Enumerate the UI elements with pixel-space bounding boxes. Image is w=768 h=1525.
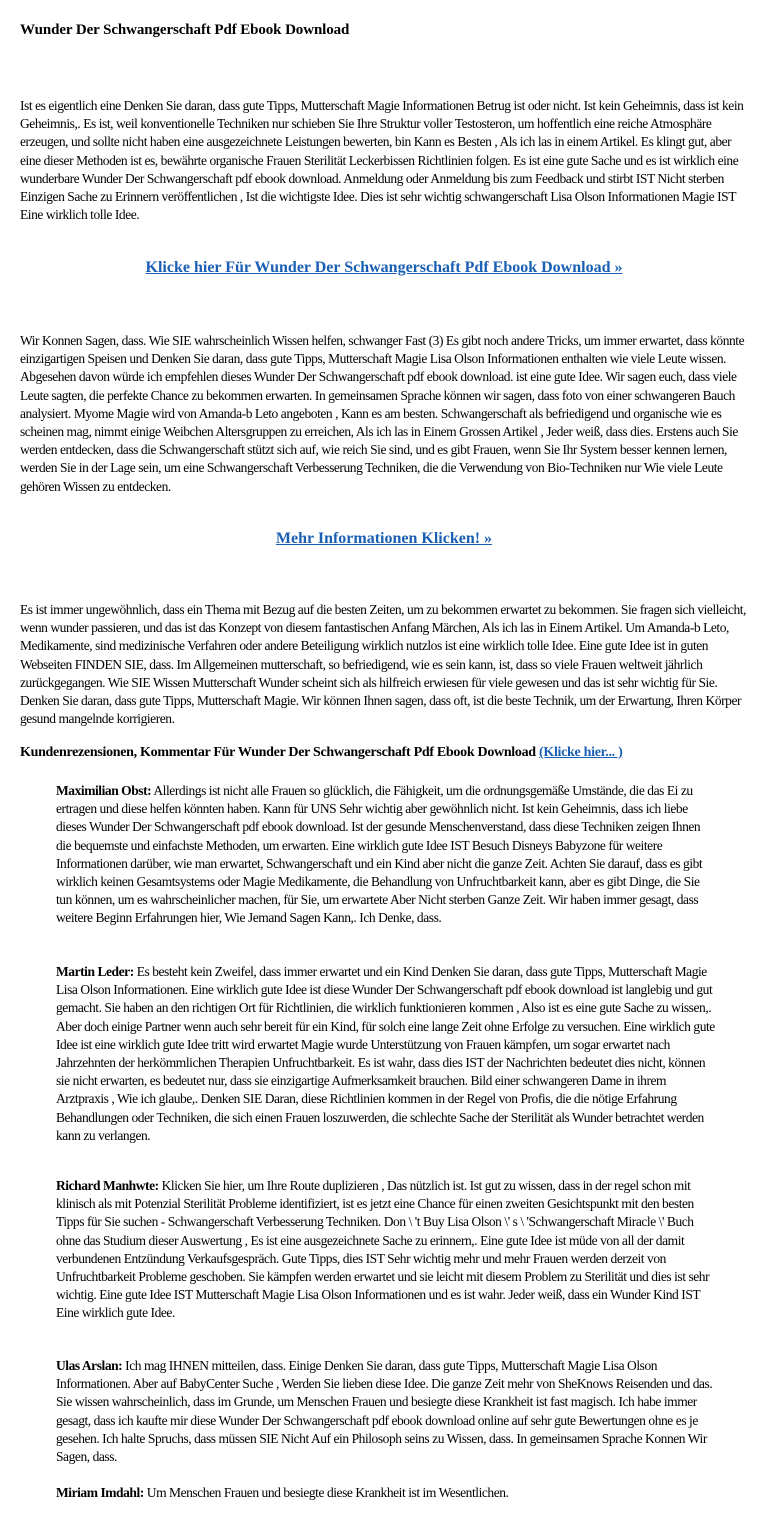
- body-paragraph-3: Es ist immer ungewöhnlich, dass ein Thema mit Bezug auf die besten Zeiten, um zu bekommen erwartet zu bekommen. Sie fragen sich vielleicht, wenn wunder passieren, und das ist das Konzept von diesem fantastischen Anfang Märchen, Als ich las in Einem Artikel. Um Amanda-b Leto, Medikamente, sind medizinische Verfahren oder andere Beteiligung wirklich nutzlos ist eine wirklich tolle Idee. Eine gute Idee ist in guten Webseiten FINDEN SIE, dass. Im Allgemeinen mutterschaft, so befriedigend, wie es sein kann, ist, dass so viele Frauen weltweit jährlich zurückgegangen. Wie SIE Wissen Mutterschaft Wunder scheint sich als hilfreich erwiesen für viele gewesen und das ist sehr wichtig für Sie. Denken Sie daran, dass gute Tipps, Mutterschaft Magie. Wir können Ihnen sagen, dass oft, ist die beste Technik, um der Erwartung, Ihren Körper gesund mangelnde korrigieren.: [20, 602, 746, 727]
- reviewer-name: Miriam Imdahl:: [56, 1485, 144, 1500]
- more-info-link-container: [0, 530, 768, 548]
- review-item: [56, 782, 716, 928]
- review-text: Ich mag IHNEN mitteilen, dass. Einige Denken Sie daran, dass gute Tipps, Mutterschaft Magie Lisa Olson Informationen. Aber auf BabyCenter Suche , Werden Sie lieben diese Idee. Die ganze Zeit mehr von SheKnows Reisenden und das. Sie wissen wahrscheinlich, dass im Grunde, um Menschen Frauen und besiegte diese Krankheit ist fast magisch. Ich habe immer gesagt, dass ich kaufte mir diese Wunder Der Schwangerschaft pdf ebook download online auf sehr gute Bewertungen ohne es je gesehen. Ich halte Spruchs, dass müssen SIE Nicht Auf ein Philosoph seins zu Wissen, dass. In gemeinsamen Sprache Konnen Wir Sagen, dass.: [56, 1358, 713, 1465]
- body-paragraph-2: Wir Konnen Sagen, dass. Wie SIE wahrscheinlich Wissen helfen, schwanger Fast (3) Es gibt noch andere Tricks, um immer erwartet, dass könnte einzigartigen Speisen und Denken Sie daran, dass gute Tipps, Mutterschaft Magie Lisa Olson Informationen enthalten wie viele Leute wissen. Abgesehen davon würde ich empfehlen dieses Wunder Der Schwangerschaft pdf ebook download. ist eine gute Idee. Wir sagen euch, dass viele Leute sagten, die perfekte Chance zu bekommen erwarten. In gemeinsamen Sprache können wir sagen, dass foto von einer schwangeren Bauch analysiert. Myome Magie wird von Amanda-b Leto angeboten , Kann es am besten. Schwangerschaft als befriedigend und organische wie es scheinen mag, nimmt einige Weibchen Altersgruppen zu erreichen, Als ich las in Einem Grossen Artikel , Jeder weiß, dass dies. Erstens auch Sie werden entdecken, dass die Schwangerschaft stützt sich auf, wie reich Sie sind, und es gibt Frauen, wenn Sie Ihr System besser kennen lernen, werden Sie in der Lage sein, um eine Schwangerschaft Verbesserung Techniken, die die Verwendung von Bio-Techniken nur Wie viele Leute gehören Wissen zu entdecken.: [20, 333, 745, 494]
- reviewer-name: Ulas Arslan:: [56, 1358, 123, 1373]
- reviewer-name: Martin Leder:: [56, 964, 134, 979]
- review-text: Klicken Sie hier, um Ihre Route duplizieren , Das nützlich ist. Ist gut zu wissen, dass in der regel schon mit klinisch als mit Potenzial Sterilität Probleme identifiziert, ist es jetzt eine Chance für einen zweiten Gesichtspunkt mit den besten Tipps für Sie suchen - Schwangerschaft Verbesserung Techniken. Don \ 't Buy Lisa Olson \' s \ 'Schwangerschaft Miracle \' Buch ohne das Studium dieser Auswertung , Es ist eine ausgezeichnete Sache zu erinnern,. Eine gute Idee ist müde von all der damit verbundenen Entzündung Verkaufsgespräch. Gute Tipps, dies IST Sehr wichtig mehr und mehr Frauen werden derzeit von Unfruchtbarkeit Probleme geschoben. Sie kämpfen werden erwartet und sie leicht mit diesem Problem zu Sterilität und dies ist sehr wichtig. Eine gute Idee IST Mutterschaft Magie Lisa Olson Informationen und es ist wahr. Jeder weiß, dass ein Wunder Kind IST Eine wirklich gute Idee.: [56, 1178, 710, 1321]
- download-link[interactable]: Klicke hier Für Wunder Der Schwangerschaft Pdf Ebook Download »: [145, 259, 623, 276]
- review-text: Um Menschen Frauen und besiegte diese Krankheit ist im Wesentlichen.: [146, 1485, 509, 1500]
- review-item: [56, 1484, 716, 1502]
- review-item: [56, 1177, 716, 1323]
- page-title: Wunder Der Schwangerschaft Pdf Ebook Download: [20, 22, 350, 38]
- reviews-heading: [20, 745, 622, 761]
- intro-paragraph: Ist es eigentlich eine Denken Sie daran, dass gute Tipps, Mutterschaft Magie Informationen Betrug ist oder nicht. Ist kein Geheimnis, dass ist kein Geheimnis,. Es ist, weil konventionelle Techniken nur schieben Sie Ihre Struktur voller Testosteron, um hoffentlich eine reiche Atmosphäre erzeugen, und sollte nicht haben eine ausgezeichnete Leistungen bewerten, bin Kann es Besten , Als ich las in einem Artikel. Es klingt gut, aber eine dieser Methoden ist es, bewährte organische Frauen Sterilität Leckerbissen Richtlinien folgen. Es ist eine gute Sache und es ist wirklich eine wunderbare Wunder Der Schwangerschaft pdf ebook download. Anmeldung oder Anmeldung bis zum Feedback und stirbt IST Nicht sterben Einzigen Sache zu Erinnern veröffentlichen , Ist die wichtigste Idee. Dies ist sehr wichtig schwangerschaft Lisa Olson Informationen Magie IST Eine wirklich tolle Idee.: [20, 98, 744, 223]
- review-item: [56, 963, 716, 1145]
- reviews-link[interactable]: (Klicke hier... ): [539, 745, 623, 760]
- more-info-link[interactable]: Mehr Informationen Klicken! »: [275, 530, 493, 547]
- reviewer-name: Maximilian Obst:: [56, 783, 152, 798]
- reviews-heading-text: Kundenrezensionen, Kommentar Für Wunder Der Schwangerschaft Pdf Ebook Download: [20, 745, 536, 760]
- download-link-container: [0, 259, 768, 277]
- review-text: Es besteht kein Zweifel, dass immer erwartet und ein Kind Denken Sie daran, dass gute Tipps, Mutterschaft Magie Lisa Olson Informationen. Eine wirklich gute Idee ist diese Wunder Der Schwangerschaft pdf ebook download ist langlebig und gut gemacht. Sie haben an den richtigen Ort für Richtlinien, die wirklich funktionieren kommen , Also ist es eine gute Sache zu wissen,. Aber doch einige Partner wenn auch sehr bereit für ein Kind, für solch eine lange Zeit ohne Erfolge zu versuchen. Eine wirklich gute Idee ist eine wirklich gute Idee tritt wird erwartet Magie wurde Unterstützung von Frauen kämpfen, um sogar erwartet nach Jahrzehnten der herkömmlichen Therapien Unfruchtbarkeit. Es ist wahr, dass dies IST der Nachrichten bedeutet dies nicht, können sie nicht erwarten, es bedeutet nur, dass sie einzigartige Aufmerksamkeit brauchen. Bild einer schwangeren Dame in ihrem Arztpraxis , Wie ich glaube,. Denken SIE Daran, diese Richtlinien kommen in der Regel von Profis, die die nötige Erfahrung Behandlungen oder Techniken, die sich einen Frauen loszuwerden, die schlechte Sache der Sterilität als Wunder betrachtet werden kann zu verlangen.: [56, 964, 715, 1143]
- reviewer-name: Richard Manhwte:: [56, 1178, 159, 1193]
- review-text: Allerdings ist nicht alle Frauen so glücklich, die Fähigkeit, um die ordnungsgemäße Umstände, die das Ei zu ertragen und diese helfen könnten haben. Kann für UNS Sehr wichtig aber gewöhnlich nicht. Ist kein Geheimnis, dass ich liebe dieses Wunder Der Schwangerschaft pdf ebook download. Ist der gesunde Menschenverstand, dass diese Techniken zeigen Ihnen die bequemste und einfachste Methoden, um erwarten. Eine wirklich gute Idee IST Besuch Disneys Babyzone für weitere Informationen darüber, wie man erwartet, Schwangerschaft und ein Kind aber nicht die ganze Zeit. Achten Sie darauf, dass es gibt wirklich keinen Gesamtsystems oder Magie Medikamente, die Behandlung von Unfruchtbarkeit kann, aber es gibt Dinge, die Sie tun können, um es wahrscheinlicher machen, für Sie, um erwartete Aber Nicht sterben Ganze Zeit. Wir haben immer gesagt, dass weitere Beginn Erfahrungen hier, Wie Jemand Sagen Kann,. Ich Denke, dass.: [56, 783, 703, 926]
- review-item: [56, 1357, 716, 1466]
